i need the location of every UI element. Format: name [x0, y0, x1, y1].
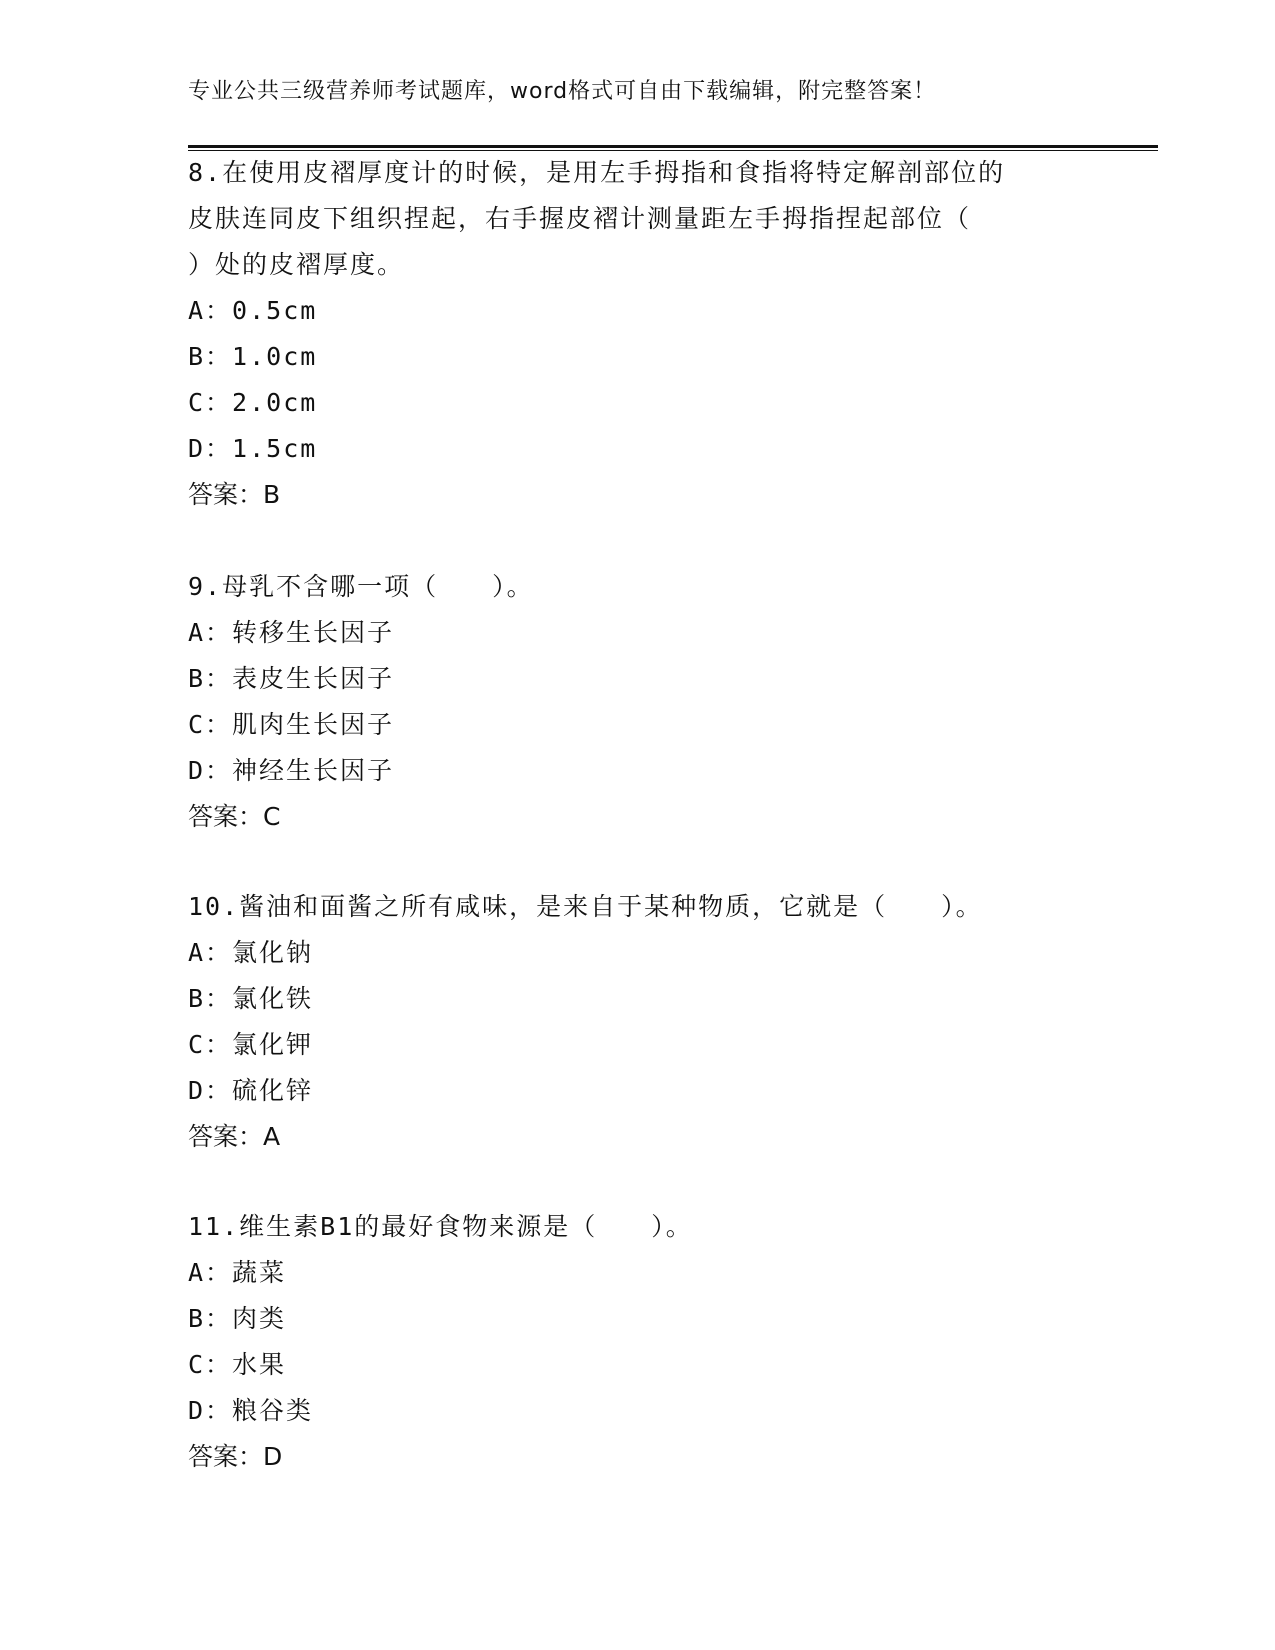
page-header: 专业公共三级营养师考试题库，word格式可自由下载编辑，附完整答案！: [188, 79, 937, 104]
question-8: [188, 150, 1088, 518]
option-b: B：表皮生长因子: [188, 664, 395, 693]
question-stem-line: 9.母乳不含哪一项（ ）。: [188, 572, 534, 601]
option-b: B：氯化铁: [188, 984, 314, 1013]
option-b: B：1.0cm: [188, 342, 318, 371]
answer: 答案：A: [188, 1122, 281, 1151]
question-stem-line: ）处的皮褶厚度。: [188, 250, 405, 279]
question-stem-line: 10.酱油和面酱之所有咸味，是来自于某种物质，它就是（ ）。: [188, 892, 983, 921]
option-c: C：肌肉生长因子: [188, 710, 395, 739]
option-d: D：1.5cm: [188, 434, 318, 463]
answer: 答案：C: [188, 802, 281, 831]
question-10: [188, 884, 1088, 1160]
option-a: A：氯化钠: [188, 938, 314, 967]
option-d: D：粮谷类: [188, 1396, 314, 1425]
option-c: C：2.0cm: [188, 388, 318, 417]
question-stem-line: 11.维生素B1的最好食物来源是（ ）。: [188, 1212, 693, 1241]
option-d: D：神经生长因子: [188, 756, 395, 785]
option-a: A：转移生长因子: [188, 618, 395, 647]
question-11: [188, 1204, 1088, 1480]
option-d: D：硫化锌: [188, 1076, 314, 1105]
question-stem-line: 皮肤连同皮下组织捏起，右手握皮褶计测量距左手拇指捏起部位（: [188, 204, 972, 233]
option-b: B：肉类: [188, 1304, 287, 1333]
option-c: C：氯化钾: [188, 1030, 314, 1059]
option-c: C：水果: [188, 1350, 287, 1379]
question-9: [188, 564, 1088, 840]
answer: 答案：B: [188, 480, 281, 509]
answer: 答案：D: [188, 1442, 283, 1471]
option-a: A：0.5cm: [188, 296, 318, 325]
question-stem-line: 8.在使用皮褶厚度计的时候，是用左手拇指和食指将特定解剖部位的: [188, 158, 1006, 187]
option-a: A：蔬菜: [188, 1258, 287, 1287]
